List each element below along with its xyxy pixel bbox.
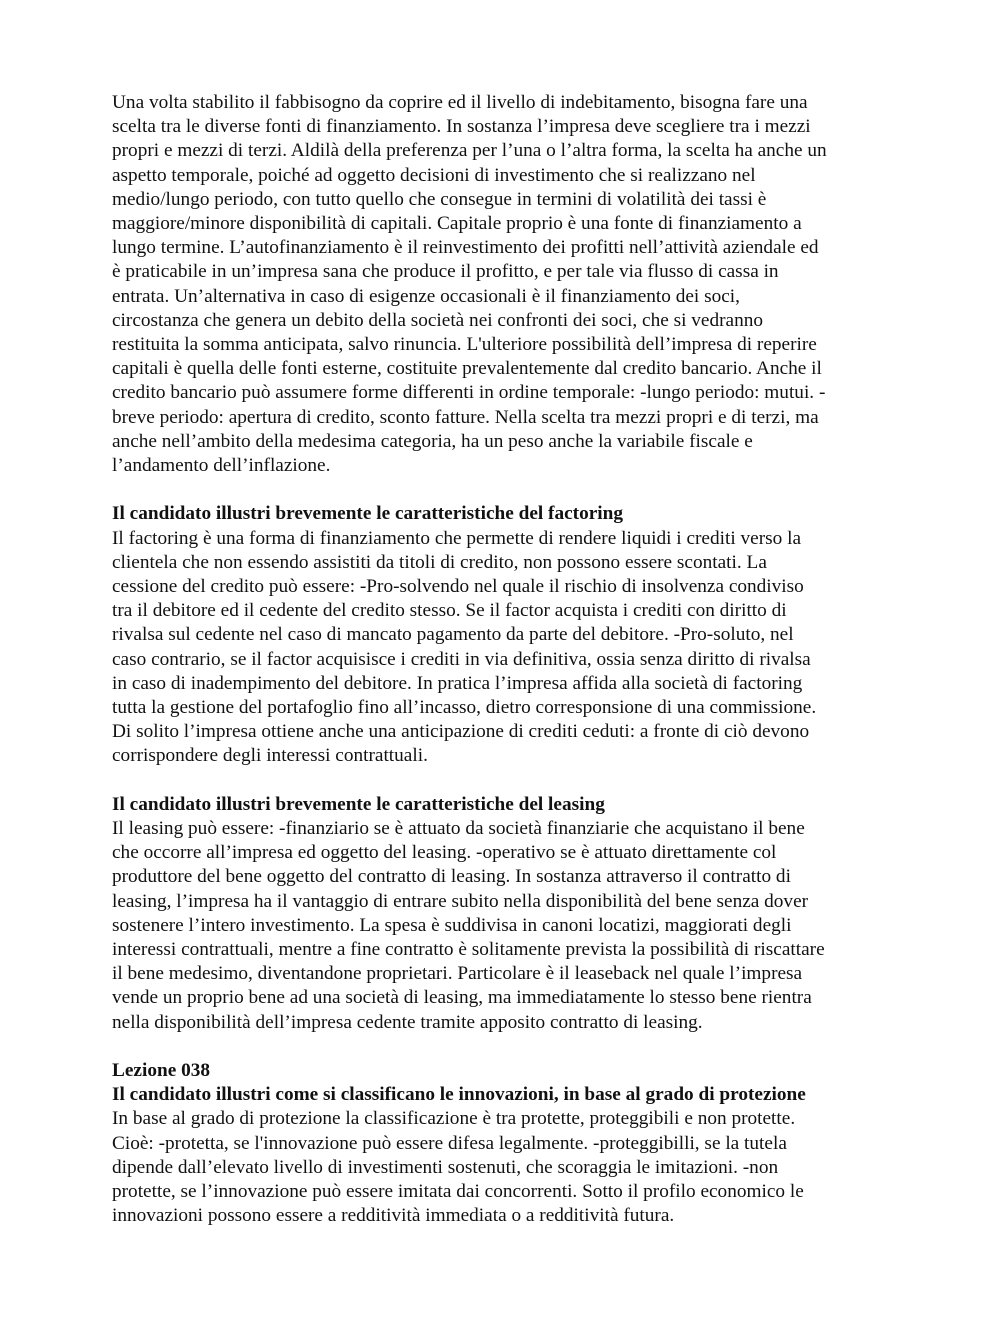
paragraph-spacer: [112, 769, 892, 793]
text-line: tutta la gestione del portafoglio fino all’incasso, dietro corresponsione di una commissione.: [112, 697, 817, 719]
lesson-heading: Il candidato illustri come si classificano le innovazioni, in base al grado di protezione: [112, 1084, 806, 1106]
text-line: sostenere l’intero investimento. La spesa è suddivisa in canoni locatizi, maggiorati degli: [112, 914, 792, 936]
text-line: nella disponibilità dell’impresa cedente tramite apposito contratto di leasing.: [112, 1011, 703, 1033]
text-line: interessi contrattuali, mentre a fine contratto è solitamente prevista la possibilità di riscattare: [112, 939, 825, 961]
text-line: il bene medesimo, diventandone proprietari. Particolare è il leaseback nel quale l’impresa: [112, 963, 803, 985]
text-line: rivalsa sul cedente nel caso di mancato pagamento da parte del debitore. -Pro-soluto, nel: [112, 624, 794, 646]
factoring-heading: Il candidato illustri brevemente le caratteristiche del factoring: [112, 503, 624, 525]
text-line: aspetto temporale, poiché ad oggetto decisioni di investimento che si realizzano nel: [112, 164, 756, 186]
text-line: clientela che non essendo assistiti da titoli di credito, non possono essere scontati. La: [112, 551, 767, 573]
text-line: cessione del credito può essere: -Pro-solvendo nel quale il rischio di insolvenza condiviso: [112, 576, 804, 598]
text-line: Di solito l’impresa ottiene anche una anticipazione di crediti ceduti: a fronte di ciò devono: [112, 721, 810, 743]
leasing-section: [112, 793, 892, 1035]
lesson-section: [112, 1059, 892, 1228]
text-line: Il factoring è una forma di finanziamento che permette di rendere liquidi i crediti verso la: [112, 527, 802, 549]
text-line: vende un proprio bene ad una società di leasing, ma immediatamente lo stesso bene rientra: [112, 987, 812, 1009]
text-line: produttore del bene oggetto del contratto di leasing. In sostanza attraverso il contratto di: [112, 866, 791, 888]
text-line: scelta tra le diverse fonti di finanziamento. In sostanza l’impresa deve scegliere tra i mezzi: [112, 116, 811, 138]
text-line: corrispondere degli interessi contrattuali.: [112, 745, 428, 767]
paragraph-spacer: [112, 1035, 892, 1059]
text-line: restituita la somma anticipata, salvo rinuncia. L'ulteriore possibilità dell’impresa di reperire: [112, 334, 817, 356]
text-line: circostanza che genera un debito della società nei confronti dei soci, che si vedranno: [112, 309, 764, 331]
text-line: l’andamento dell’inflazione.: [112, 455, 331, 477]
text-line: propri e mezzi di terzi. Aldilà della preferenza per l’una o l’altra forma, la scelta ha anche un: [112, 140, 827, 162]
text-line: caso contrario, se il factor acquisisce i crediti in via definitiva, ossia senza diritto di rivalsa: [112, 648, 811, 670]
text-line: anche nell’ambito della medesima categoria, ha un peso anche la variabile fiscale e: [112, 430, 753, 452]
text-line: Il leasing può essere: -finanziario se è attuato da società finanziarie che acquistano il bene: [112, 818, 805, 840]
paragraph-spacer: [112, 478, 892, 502]
text-line: dipende dall’elevato livello di investimenti sostenuti, che scoraggia le imitazioni. -non: [112, 1156, 779, 1178]
text-line: innovazioni possono essere a redditività immediata o a redditività futura.: [112, 1205, 675, 1227]
text-line: Una volta stabilito il fabbisogno da coprire ed il livello di indebitamento, bisogna fare una: [112, 92, 808, 113]
text-line: breve periodo: apertura di credito, sconto fatture. Nella scelta tra mezzi propri e di terzi, ma: [112, 406, 819, 428]
text-line: medio/lungo periodo, con tutto quello che consegue in termini di volatilità dei tassi è: [112, 188, 767, 210]
text-line: lungo termine. L’autofinanziamento è il reinvestimento dei profitti nell’attività aziendale ed: [112, 237, 819, 259]
document-page: [112, 91, 892, 1229]
text-line: tra il debitore ed il cedente del credito stesso. Se il factor acquista i crediti con diritto di: [112, 600, 787, 622]
text-line: che occorre all’impresa ed oggetto del leasing. -operativo se è attuato direttamente col: [112, 842, 777, 864]
text-line: leasing, l’impresa ha il vantaggio di entrare subito nella disponibilità del bene senza dover: [112, 890, 809, 912]
text-line: è praticabile in un’impresa sana che produce il profitto, e per tale via flusso di cassa in: [112, 261, 779, 283]
intro-paragraph: [112, 91, 892, 478]
text-line: maggiore/minore disponibilità di capitali. Capitale proprio è una fonte di finanziamento a: [112, 213, 802, 235]
lesson-title: Lezione 038: [112, 1060, 210, 1082]
factoring-section: [112, 502, 892, 768]
text-line: protette, se l’innovazione può essere imitata dai concorrenti. Sotto il profilo economico le: [112, 1181, 804, 1203]
leasing-heading: Il candidato illustri brevemente le caratteristiche del leasing: [112, 793, 605, 815]
text-line: In base al grado di protezione la classificazione è tra protette, proteggibili e non protette.: [112, 1108, 796, 1130]
text-line: in caso di inadempimento del debitore. In pratica l’impresa affida alla società di factoring: [112, 672, 803, 694]
text-line: credito bancario può assumere forme differenti in ordine temporale: -lungo periodo: mutui. -: [112, 382, 826, 404]
text-line: entrata. Un’alternativa in caso di esigenze occasionali è il finanziamento dei soci,: [112, 285, 740, 307]
text-line: Cioè: -protetta, se l'innovazione può essere difesa legalmente. -proteggibilli, se la tutela: [112, 1132, 787, 1154]
text-line: capitali è quella delle fonti esterne, costituite prevalentemente dal credito bancario. Anche il: [112, 358, 822, 380]
